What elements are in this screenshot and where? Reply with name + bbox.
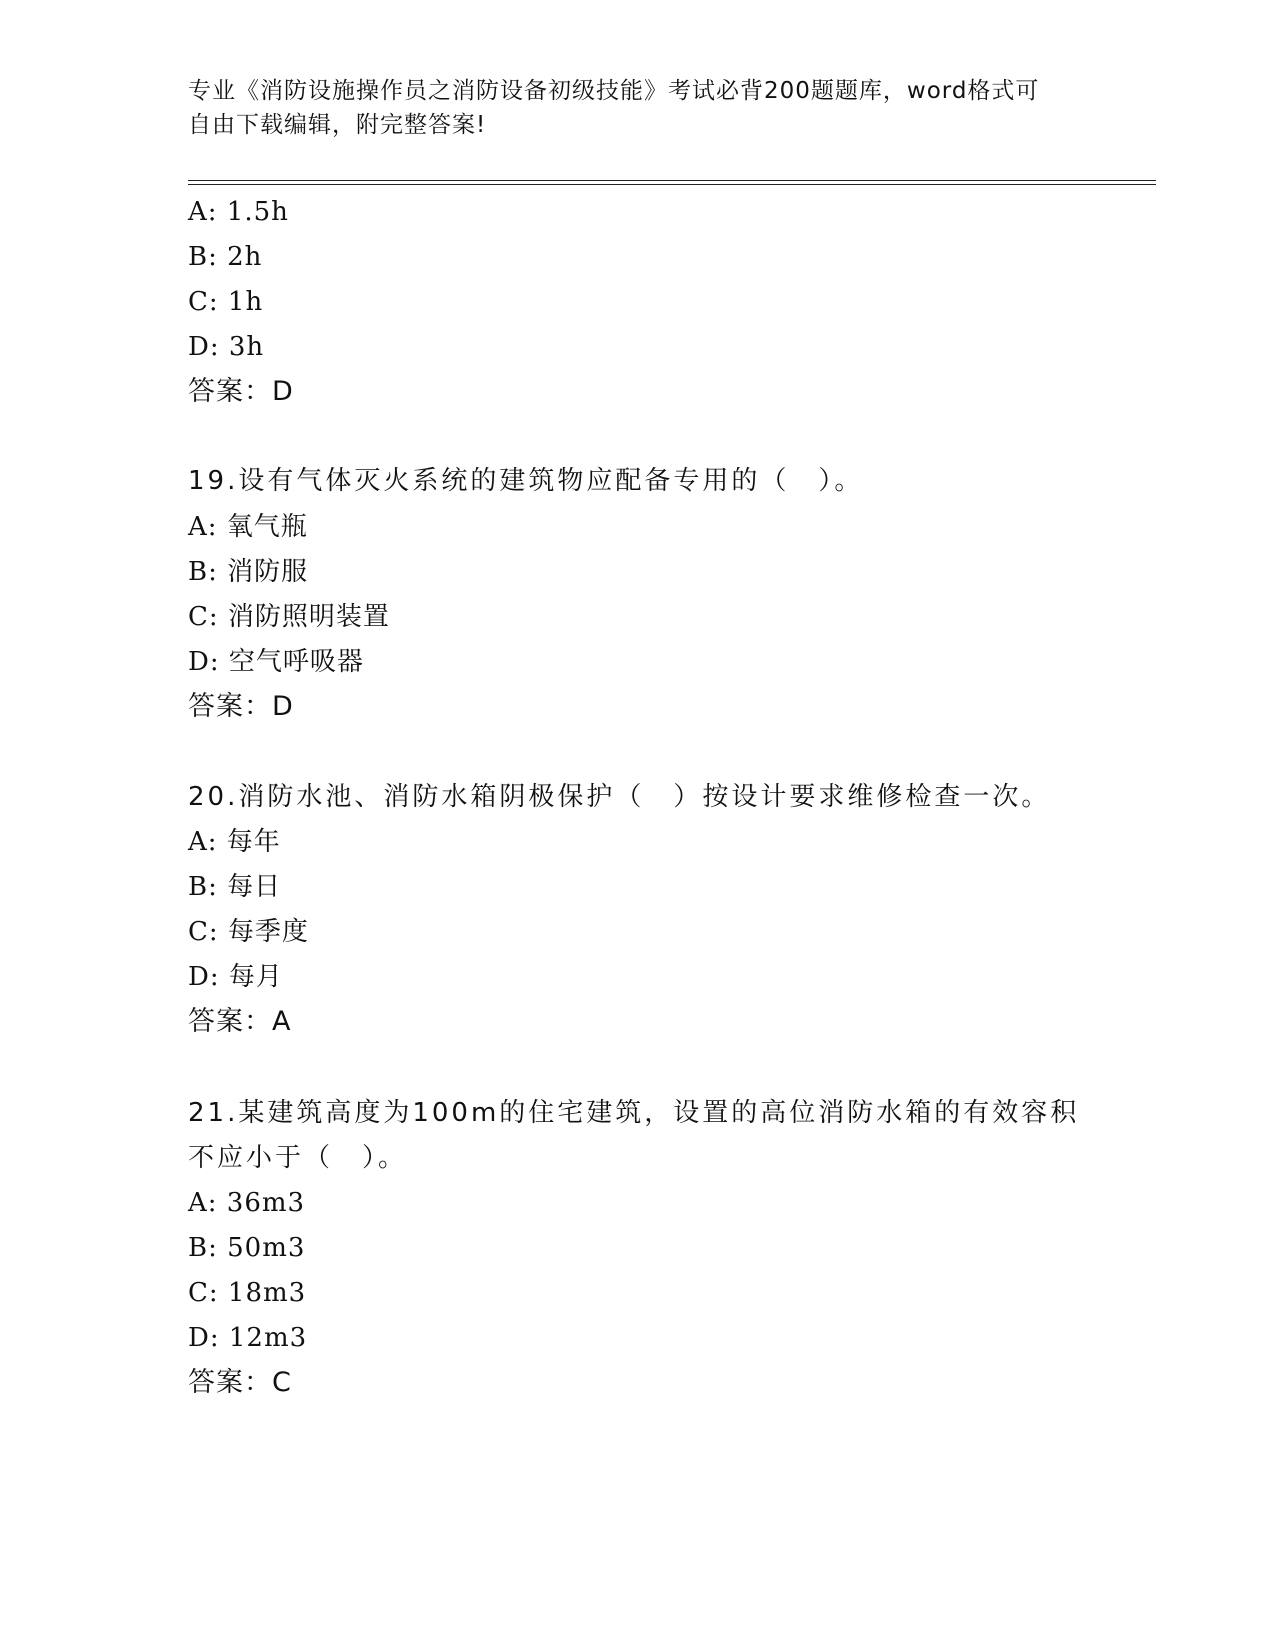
header-line-2: 自由下载编辑，附完整答案! [188, 112, 487, 138]
question-21-option-d: D: 12m3 [188, 1323, 308, 1353]
header-divider-top [188, 180, 1156, 181]
question-21-answer: 答案：C [188, 1367, 292, 1398]
question-20-option-a: A: 每年 [188, 827, 281, 857]
document-header [188, 74, 1088, 142]
question-21-text-line-1: 21.某建筑高度为100m的住宅建筑，设置的高位消防水箱的有效容积 [188, 1098, 1080, 1128]
question-19-answer: 答案：D [188, 691, 294, 722]
question-19-option-a: A: 氧气瓶 [188, 512, 308, 542]
prev-answer: 答案：D [188, 376, 294, 407]
question-21-option-c: C: 18m3 [188, 1278, 307, 1308]
question-20-text: 20.消防水池、消防水箱阴极保护（ ）按设计要求维修检查一次。 [188, 782, 1051, 812]
question-20-option-b: B: 每日 [188, 872, 282, 902]
question-20-option-c: C: 每季度 [188, 917, 309, 947]
prev-option-c: C: 1h [188, 287, 264, 317]
question-21-option-a: A: 36m3 [188, 1188, 306, 1218]
question-20-option-d: D: 每月 [188, 962, 283, 992]
prev-option-d: D: 3h [188, 332, 265, 362]
question-19-option-c: C: 消防照明装置 [188, 602, 390, 632]
question-20-answer: 答案：A [188, 1006, 292, 1037]
question-19-option-d: D: 空气呼吸器 [188, 647, 364, 677]
question-19-text: 19.设有气体灭火系统的建筑物应配备专用的（ ）。 [188, 466, 864, 496]
header-divider-bottom [188, 184, 1156, 185]
prev-option-b: B: 2h [188, 242, 263, 272]
prev-option-a: A: 1.5h [188, 197, 289, 227]
header-line-1: 专业《消防设施操作员之消防设备初级技能》考试必背200题题库，word格式可 [188, 78, 1040, 104]
question-21-option-b: B: 50m3 [188, 1233, 306, 1263]
question-21-text-line-2: 不应小于（ ）。 [188, 1143, 408, 1173]
question-19-option-b: B: 消防服 [188, 557, 309, 587]
